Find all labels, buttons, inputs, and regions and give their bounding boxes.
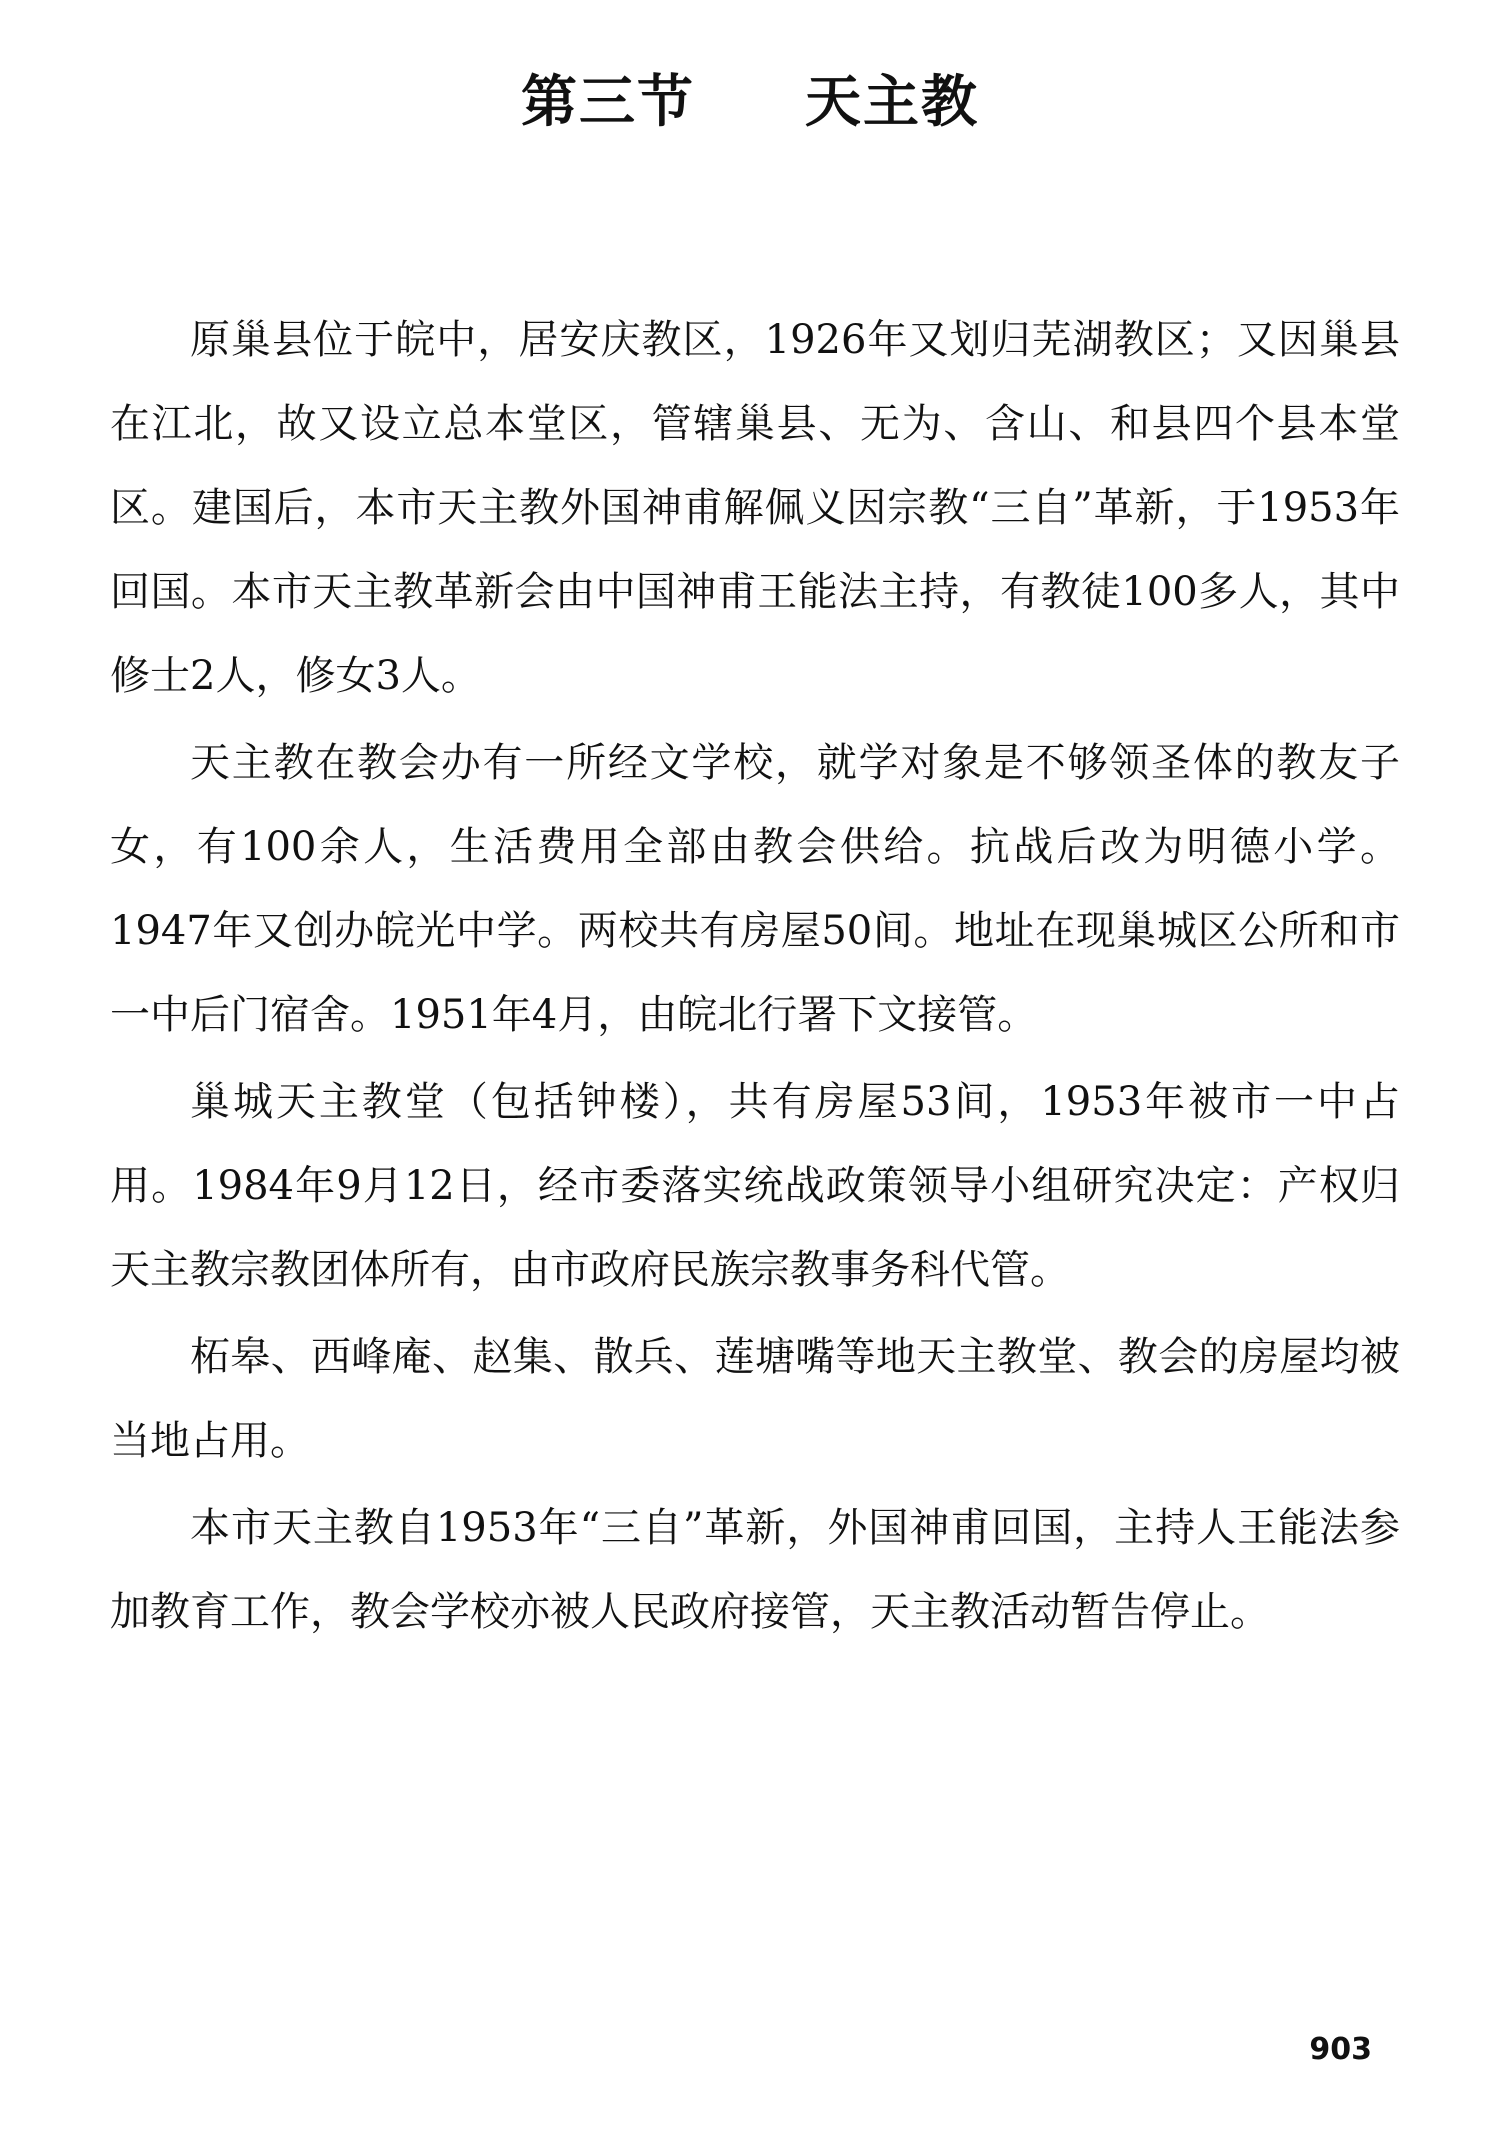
section-title [0,58,1500,138]
paragraph: 本市天主教自1953年“三自”革新，外国神甫回国，主持人王能法参加教育工作，教会学校亦被人民政府接管，天主教活动暂告停止。 [110,1505,1400,1635]
section-number: 第三节 [521,69,695,135]
section-name: 天主教 [805,69,979,135]
paragraph: 柘皋、西峰庵、赵集、散兵、莲塘嘴等地天主教堂、教会的房屋均被当地占用。 [110,1334,1400,1464]
paragraph: 原巢县位于皖中，居安庆教区，1926年又划归芜湖教区；又因巢县在江北，故又设立总本堂区，管辖巢县、无为、含山、和县四个县本堂区。建国后，本市天主教外国神甫解佩义因宗教“三自”革新，于1953年回国。本市天主教革新会由中国神甫王能法主持，有教徒100多人，其中修士2人，修女3人。 [110,317,1400,699]
paragraph: 天主教在教会办有一所经文学校，就学对象是不够领圣体的教友子女，有100余人，生活费用全部由教会供给。抗战后改为明德小学。1947年又创办皖光中学。两校共有房屋50间。地址在现巢城区公所和市一中后门宿舍。1951年4月，由皖北行署下文接管。 [110,740,1400,1038]
page-number: 903 [1309,2032,1372,2067]
paragraph: 巢城天主教堂（包括钟楼），共有房屋53间，1953年被市一中占用。1984年9月12日，经市委落实统战政策领导小组研究决定：产权归天主教宗教团体所有，由市政府民族宗教事务科代管。 [110,1079,1400,1293]
body-text [110,298,1400,1657]
